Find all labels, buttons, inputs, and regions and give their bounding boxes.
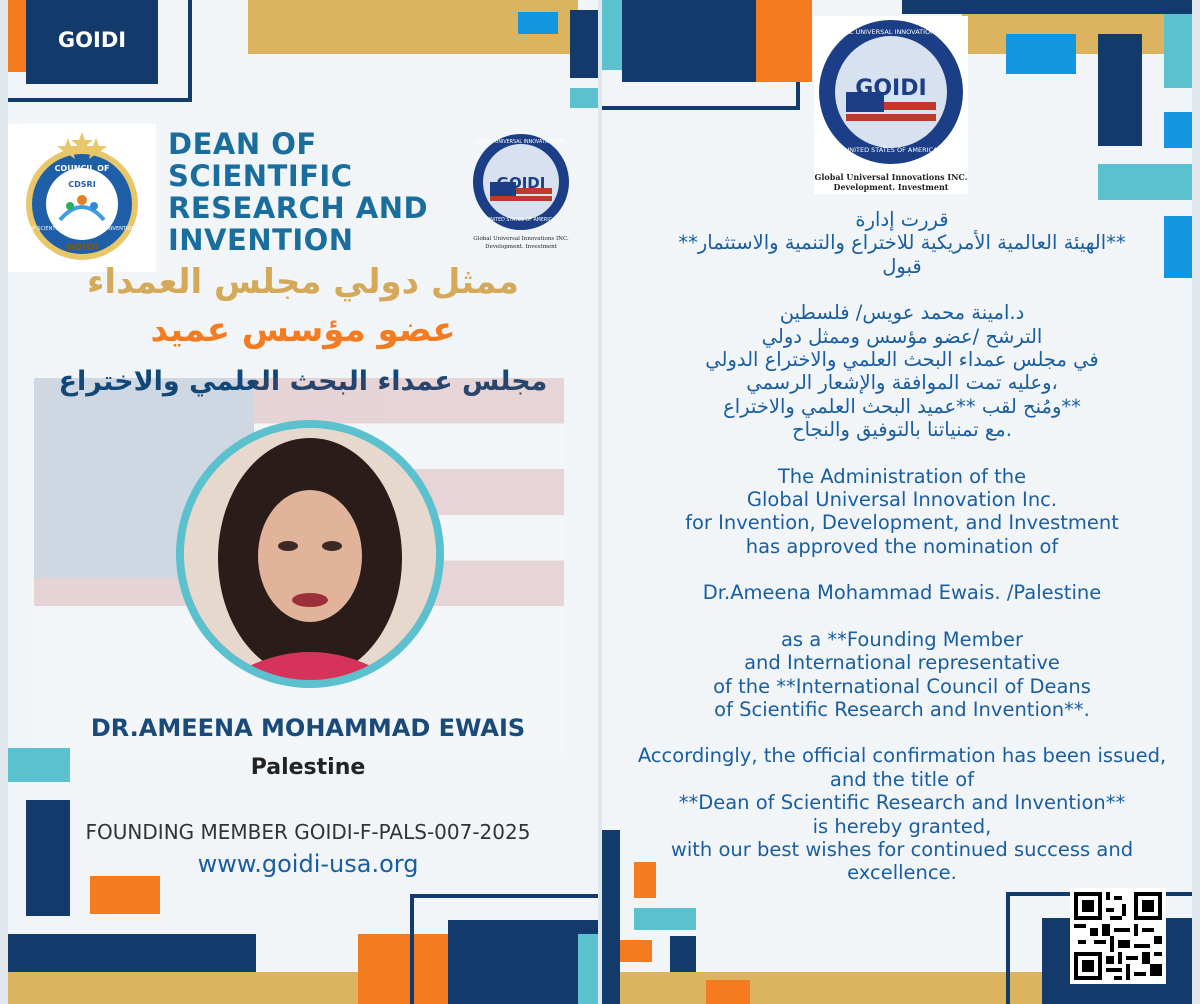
sky-block-top-right: [1006, 34, 1076, 74]
teal-block-bottom-right: [578, 934, 598, 1004]
goidi-ring-bottom: UNITED STATES OF AMERICA: [486, 218, 556, 223]
text-line: [602, 442, 1192, 465]
text-line: [602, 605, 1192, 628]
navy-block-left: [26, 800, 70, 916]
text-line: Dr.Ameena Mohammad Ewais. /Palestine: [702, 581, 1102, 605]
sky-block-top: [518, 12, 558, 34]
council-logo-mid-text: CDSRI: [68, 180, 96, 189]
text-line: excellence.: [847, 861, 957, 885]
portrait-photo: [184, 428, 436, 680]
goidi-caption-1-large: Global Universal Innovations INC.: [814, 172, 968, 182]
text-line: د.امينة محمد عويس/ فلسطين: [779, 301, 1025, 325]
text-line: **الهيئة العالمية الأمريكية للاختراع والتنمية والاستثمار**: [678, 231, 1126, 255]
text-line: of Scientific Research and Invention**.: [714, 697, 1090, 721]
goidi-caption-1: Global Universal Innovations INC.: [473, 236, 569, 242]
goidi-ring-top-large: GLOBAL UNIVERSAL INNOVATIONS INC.: [827, 28, 955, 36]
text-line: قررت إدارة: [855, 208, 949, 231]
text-line: is hereby granted,: [812, 814, 992, 838]
text-line: as a **Founding Member: [780, 627, 1024, 651]
member-name: DR.AMEENA MOHAMMAD EWAIS: [90, 714, 526, 742]
dean-title: [168, 128, 428, 256]
text-line: الترشح /عضو مؤسس وممثل دولي: [761, 324, 1043, 348]
text-line: .مع تمنياتنا بالتوفيق والنجاح: [792, 418, 1012, 442]
teal-block-left: [8, 748, 70, 782]
goidi-caption-2-large: Development. Investment: [833, 182, 949, 192]
orange-block-top: [756, 0, 812, 82]
text-line: of the **International Council of Deans: [713, 674, 1091, 698]
arabic-title-3: مجلس عمداء البحث العلمي والاختراع: [58, 366, 548, 397]
council-logo-bottom-text: GOIDI: [65, 242, 99, 253]
text-line: with our best wishes for continued success and: [670, 837, 1134, 861]
teal-block-right-1: [1164, 14, 1192, 88]
goidi-logo-large: [814, 16, 968, 194]
text-line: **ومُنح لقب **عميد البحث العلمي والاختراع: [723, 394, 1081, 418]
text-line: and International representative: [744, 651, 1060, 675]
navy-block-bottom-left: [602, 830, 620, 1004]
navy-block-right: [1098, 34, 1142, 146]
text-line: [602, 721, 1192, 744]
website-link[interactable]: www.goidi-usa.org: [197, 850, 419, 878]
teal-block-right-2: [1098, 164, 1192, 200]
text-line: [602, 278, 1192, 301]
teal-block-top-right: [570, 88, 598, 108]
qr-code[interactable]: [1070, 888, 1166, 984]
council-logo-top-text: COUNCIL OF DEANS: [54, 164, 110, 182]
left-card: [8, 0, 598, 1004]
text-line: **Dean of Scientific Research and Invention**: [678, 791, 1126, 815]
member-id: FOUNDING MEMBER GOIDI-F-PALS-007-2025: [85, 820, 531, 844]
goidi-center-large: GOIDI: [855, 76, 927, 101]
text-line: Accordingly, the official confirmation has been issued,: [637, 744, 1167, 768]
text-line: في مجلس عمداء البحث العلمي والاختراع الدولي: [705, 348, 1099, 372]
text-line: ،وعليه تمت الموافقة والإشعار الرسمي: [746, 371, 1058, 395]
gold-bar-bottom: [8, 972, 408, 1004]
approval-text: [602, 208, 1192, 885]
navy-block-top-right: [570, 10, 598, 78]
teal-block-bottom: [634, 908, 696, 930]
text-line: for Invention, Development, and Investment: [685, 511, 1119, 535]
navy-bar-top: [902, 0, 1192, 14]
dean-title-line: INVENTION: [168, 223, 354, 257]
goidi-ring-bottom-large: UNITED STATES OF AMERICA: [844, 146, 938, 154]
sky-block-right: [1164, 112, 1192, 148]
goidi-caption-2: Development. Investment: [485, 244, 557, 250]
arabic-title-2: عضو مؤسس عميد: [150, 310, 456, 350]
brand-label: GOIDI: [57, 28, 127, 52]
text-line: Global Universal Innovation Inc.: [746, 488, 1058, 512]
dean-title-line: SCIENTIFIC: [168, 159, 353, 193]
arabic-title-1: ممثل دولي مجلس العمداء: [87, 262, 519, 302]
council-logo-ring-text: OF SCIENTIFIC RESEARCH AND INVENTION: [28, 226, 136, 232]
text-line: The Administration of the: [777, 464, 1027, 488]
portrait-figure: [184, 428, 436, 680]
navy-block-bottom-right: [448, 920, 598, 1004]
text-line: and the title of: [829, 767, 975, 791]
orange-block-bottom-2: [620, 940, 652, 962]
orange-block-bottom-3: [706, 980, 750, 1004]
text-line: [602, 558, 1192, 581]
member-country: Palestine: [250, 755, 366, 780]
navy-bar-bottom: [8, 934, 256, 972]
text-line: has approved the nomination of: [745, 534, 1059, 558]
right-card: [602, 0, 1192, 1004]
qr-code-image: [1070, 888, 1166, 984]
dean-title-line: RESEARCH AND: [168, 191, 429, 225]
text-line: قبول: [882, 254, 922, 278]
dean-title-line: DEAN OF: [168, 127, 317, 161]
orange-block-bottom-left: [634, 862, 656, 898]
goidi-logo-small: [466, 132, 576, 256]
goidi-ring-top: GLOBAL UNIVERSAL INNOVATIONS INC.: [474, 140, 568, 145]
orange-block-bottom-left: [90, 876, 160, 914]
council-logo-box: [8, 124, 156, 272]
goidi-center: GOIDI: [496, 174, 546, 192]
